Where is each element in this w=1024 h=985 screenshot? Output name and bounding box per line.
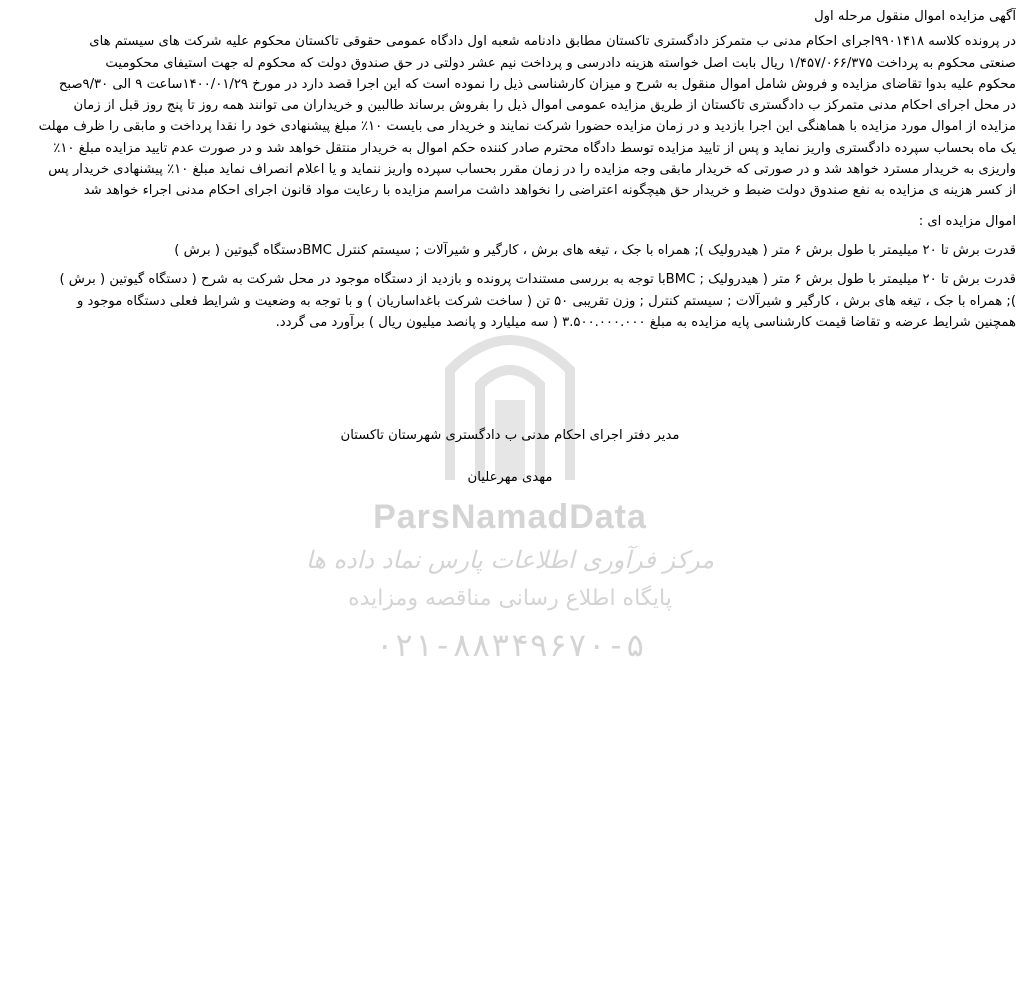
notice-body [6,31,1016,201]
body-line: مزایده از اموال مورد مزایده با هماهنگی این اجرا بازدید و در زمان مزایده حضورا شرکت نمایند و خریدار می بایست ۱۰٪ مبلغ پیشنهادی خود را نقدا پرداخت و مابقی را ظرف مهلت [38,119,1016,135]
signature-title: مدیر دفتر اجرای احکام مدنی ب دادگستری شهرستان تاکستان [340,428,680,443]
asset-line: همچنین شرایط عرضه و تقاضا قیمت کارشناسی پایه مزایده به مبلغ ۳.۵۰۰.۰۰۰.۰۰۰ ( سه میلیارد و پانصد میلیون ریال ) برآورد می گردد. [275,314,1016,330]
watermark-brand: ParsNamadData [373,498,647,536]
notice-title: آگهی مزایده اموال منقول مرحله اول [814,9,1016,24]
body-line: از کسر هزینه ی مزایده به نفع صندوق دولت ضبط و خریدار حق هیچگونه اعتراضی را نخواهد داشت مراسم مزایده با رعایت مواد قانون اجرای احکام مدنی اجراء خواهد شد [83,183,1016,199]
asset-line: ); همراه با جک ، تیغه های برش ، کارگیر و شیرآلات ; سیستم کنترل ; وزن تقریبی ۵۰ تن ( ساخت شرکت باغداساریان ) و با توجه به وضعیت و شرایط فعلی دستگاه موجود و [77,293,1016,309]
body-line: محکوم علیه بدوا تقاضای مزایده و فروش شامل اموال منقول به شرح و میزان کارشناسی ذیل را نموده است که این اجرا قصد دارد در مورخ ۱۴۰۰/۰۱/۲۹ساعت ۹ الی ۹/۳۰صبح [58,76,1016,92]
asset-item-2 [6,269,1016,333]
body-line: در محل اجرای احکام مدنی متمرکز ب دادگستری تاکستان از طریق مزایده عمومی اموال ذیل را بفروش برساند طالبین و خریداران می توانند همه روز تا پنج روز قبل از زمان [73,98,1016,114]
watermark-phone: ۰۲۱-۸۸۳۴۹۶۷۰-۵ [375,626,645,664]
body-line: صنعتی محکوم به پرداخت ۱/۴۵۷/۰۶۶/۳۷۵ ریال بابت اصل خواسته هزینه دادرسی و پرداخت نیم عشر دولتی در حق صندوق دولت که محکوم له جهت استیفای محکومیت [105,55,1016,71]
signature-name: مهدی مهرعلیان [467,470,553,485]
watermark [300,300,720,690]
body-line: واریزی به خریدار مسترد خواهد شد و در صورتی که خریدار مابقی وجه مزایده را در زمان مقرر بحساب سپرده واریز ننماید و یا اعلام انصراف نماید مبلغ ۱۰٪ پیشنهادی خریدار پس [48,162,1016,178]
notice-content [6,6,1016,333]
asset-item-1: قدرت برش تا ۲۰ میلیمتر با طول برش ۶ متر ( هیدرولیک ); همراه با جک ، تیغه های برش ، کارگیر و شیرآلات ; سیستم کنترل BMCدستگاه گیوتین ( برش ) [174,242,1016,258]
watermark-line-1: مرکز فرآوری اطلاعات پارس نماد داده ها [305,546,715,574]
watermark-line-2: پایگاه اطلاع رسانی مناقصه ومزایده [348,586,672,611]
body-line: یک ماه بحساب سپرده دادگستری واریز نماید و پس از تایید مزایده توسط دادگاه محترم صادر کننده حکم اموال به خریدار منتقل خواهد شد و در صورت عدم تایید مزایده مبلغ ۱۰٪ [53,140,1016,156]
assets-heading: اموال مزایده ای : [918,213,1016,229]
asset-line: قدرت برش تا ۲۰ میلیمتر با طول برش ۶ متر ( هیدرولیک ; BMCبا توجه به بررسی مستندات پرونده و بازدید از دستگاه موجود در محل شرکت به شرح ( دستگاه گیوتین ( برش ) [59,272,1016,288]
body-line: در پرونده کلاسه ۹۹۰۱۴۱۸اجرای احکام مدنی ب متمرکز دادگستری تاکستان مطابق دادنامه شعبه اول دادگاه عمومی حقوقی تاکستان محکوم علیه شرکت های سیستم های [89,34,1016,50]
